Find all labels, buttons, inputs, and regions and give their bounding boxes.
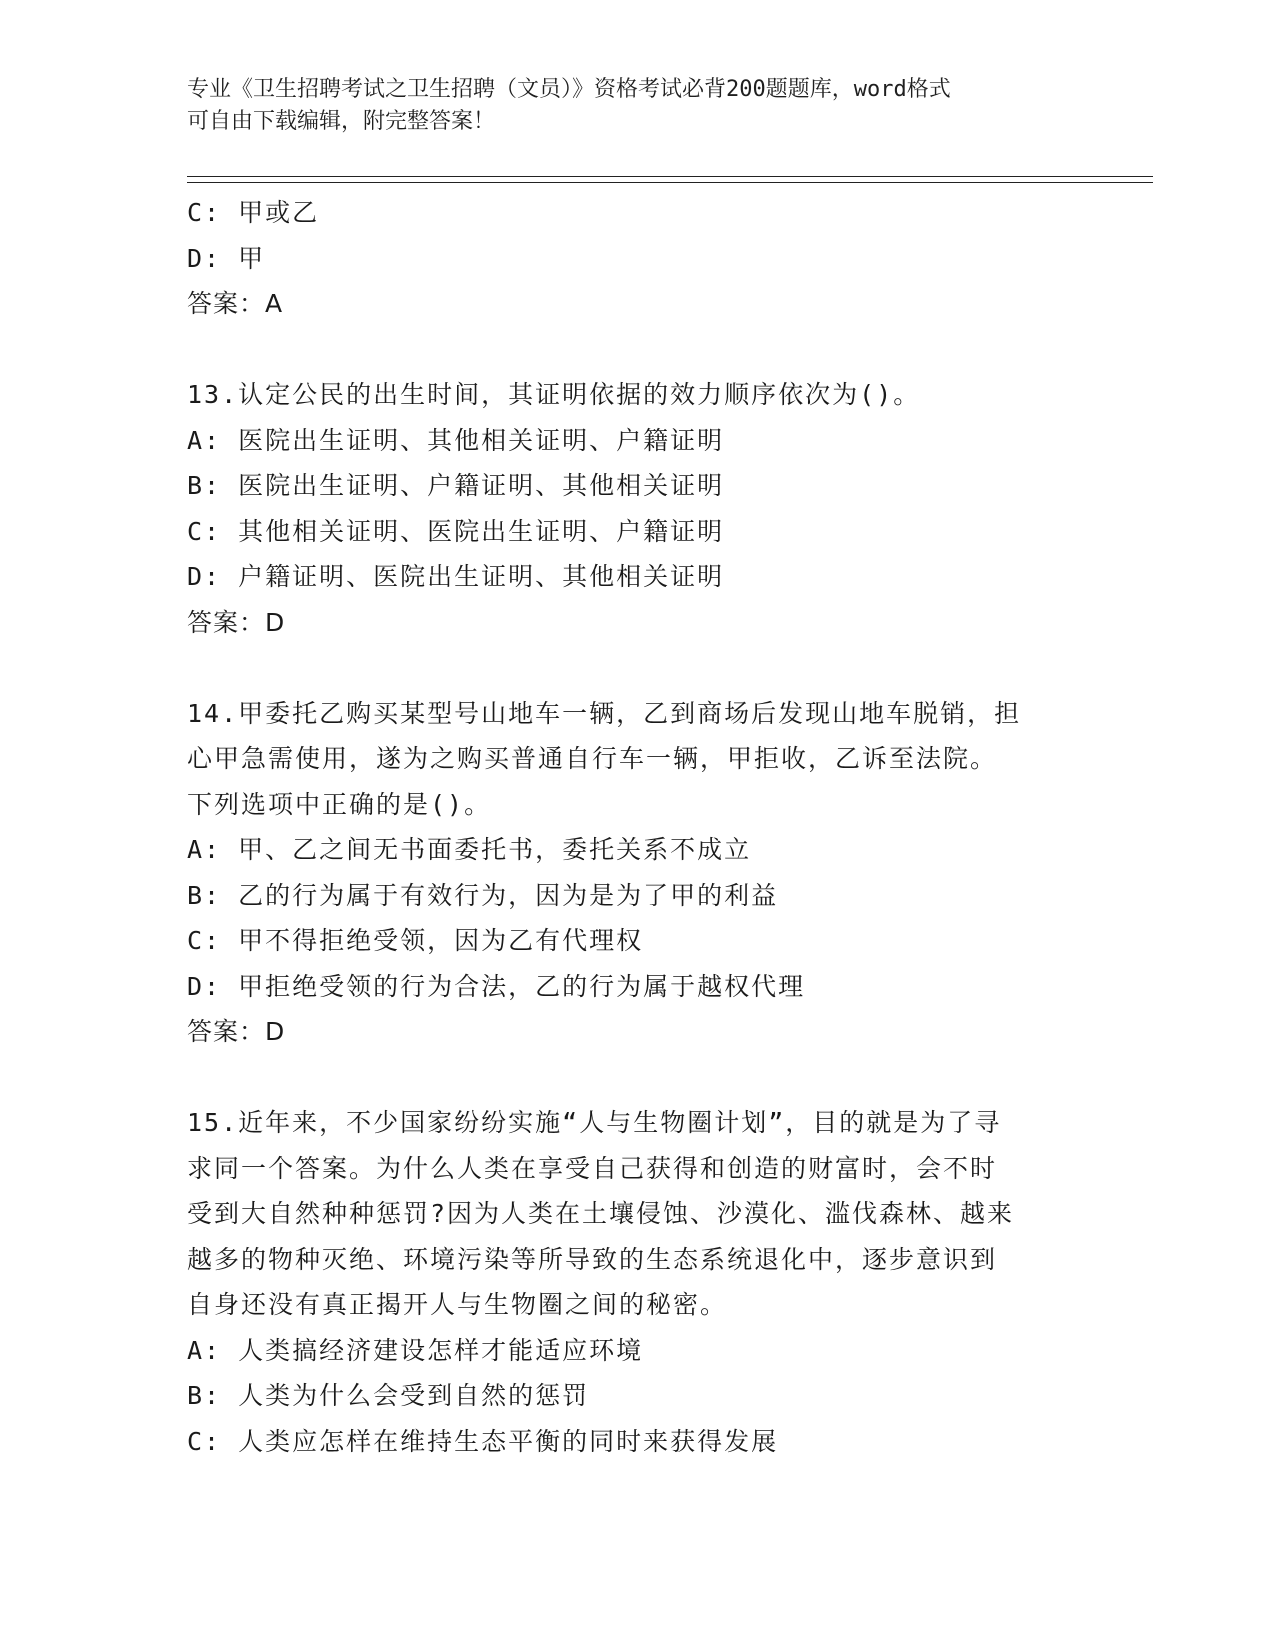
question-stem-line: 受到大自然种种惩罚?因为人类在土壤侵蚀、沙漠化、滥伐森林、越来 (187, 1199, 1015, 1228)
option-b: B: 乙的行为属于有效行为，因为是为了甲的利益 (187, 880, 779, 910)
question-13 (187, 372, 1087, 645)
prev-question (187, 190, 1087, 327)
question-stem-line: 14.甲委托乙购买某型号山地车一辆，乙到商场后发现山地车脱销，担 (187, 698, 1022, 728)
header-line-1: 专业《卫生招聘考试之卫生招聘（文员）》资格考试必背200题题库，word格式 (187, 77, 951, 102)
header-line-2: 可自由下载编辑，附完整答案！ (187, 109, 496, 134)
option-c: C: 甲或乙 (187, 198, 320, 227)
answer-line: 答案：A (187, 289, 284, 318)
question-list (187, 190, 1087, 1464)
question-stem-line: 越多的物种灭绝、环境污染等所导致的生态系统退化中，逐步意识到 (187, 1244, 998, 1274)
question-stem-line: 自身还没有真正揭开人与生物圈之间的秘密。 (187, 1290, 728, 1319)
answer-line: 答案：D (187, 1017, 286, 1046)
option-d: D: 甲拒绝受领的行为合法，乙的行为属于越权代理 (187, 971, 806, 1001)
document-header (187, 74, 1067, 138)
spacer (187, 645, 1087, 691)
header-rule-top (187, 176, 1153, 177)
question-stem-line: 心甲急需使用，遂为之购买普通自行车一辆，甲拒收，乙诉至法院。 (187, 744, 998, 773)
spacer (187, 327, 1087, 373)
option-d: D: 甲 (187, 243, 266, 273)
option-c: C: 人类应怎样在维持生态平衡的同时来获得发展 (187, 1426, 779, 1456)
question-stem-line: 下列选项中正确的是()。 (187, 789, 492, 819)
question-stem-line: 15.近年来，不少国家纷纷实施“人与生物圈计划”，目的就是为了寻 (187, 1108, 1002, 1137)
header-rule-bottom (187, 182, 1153, 183)
answer-line: 答案：D (187, 607, 286, 637)
option-c: C: 其他相关证明、医院出生证明、户籍证明 (187, 516, 725, 546)
option-a: A: 医院出生证明、其他相关证明、户籍证明 (187, 425, 725, 455)
option-a: A: 人类搞经济建设怎样才能适应环境 (187, 1335, 644, 1365)
option-b: B: 医院出生证明、户籍证明、其他相关证明 (187, 471, 725, 500)
question-stem-line: 13.认定公民的出生时间，其证明依据的效力顺序依次为()。 (187, 380, 921, 409)
spacer (187, 1055, 1087, 1101)
question-stem-line: 求同一个答案。为什么人类在享受自己获得和创造的财富时，会不时 (187, 1153, 998, 1183)
option-c: C: 甲不得拒绝受领，因为乙有代理权 (187, 926, 644, 955)
option-d: D: 户籍证明、医院出生证明、其他相关证明 (187, 562, 725, 591)
option-b: B: 人类为什么会受到自然的惩罚 (187, 1381, 590, 1410)
question-14 (187, 691, 1087, 1055)
question-15 (187, 1100, 1087, 1464)
option-a: A: 甲、乙之间无书面委托书，委托关系不成立 (187, 835, 752, 864)
